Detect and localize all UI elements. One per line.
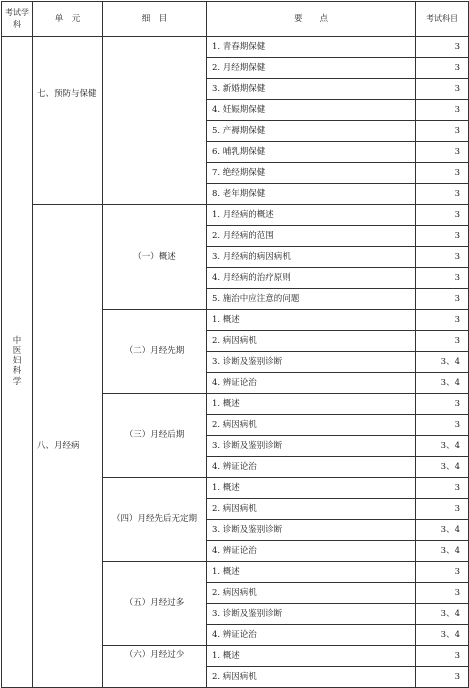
point-cell: 2. 病因病机 [207,415,416,436]
header-unit: 单 元 [33,2,103,37]
unit-label: 七、预防与保健 [37,89,97,99]
item-cell [103,310,207,394]
header-item: 细 目 [103,2,207,37]
level-cell: 3、4 [416,625,469,646]
level-cell: 3 [416,289,469,310]
point-cell: 2. 病因病机 [207,667,416,688]
point-cell: 4. 辨证论治 [207,625,416,646]
level-cell: 3 [416,562,469,583]
header-point: 要 点 [207,2,416,37]
point-cell: 3. 诊断及鉴别诊断 [207,604,416,625]
level-cell: 3 [416,58,469,79]
unit-cell [33,37,103,205]
point-cell: 8. 老年期保健 [207,184,416,205]
table-body [2,37,469,688]
table-row [2,205,469,226]
point-cell: 5. 施治中应注意的问题 [207,289,416,310]
subject-label: 中医妇科学 [12,335,22,387]
level-cell: 3 [416,247,469,268]
level-cell: 3 [416,478,469,499]
level-cell: 3 [416,100,469,121]
level-cell: 3 [416,142,469,163]
point-cell: 1. 概述 [207,562,416,583]
point-cell: 4. 月经病的治疗原则 [207,268,416,289]
point-cell: 4. 辨证论治 [207,541,416,562]
level-cell: 3、4 [416,457,469,478]
point-cell: 7. 绝经期保健 [207,163,416,184]
point-cell: 1. 青春期保健 [207,37,416,58]
level-cell: 3 [416,499,469,520]
unit-label: 八、月经病 [37,440,80,451]
point-cell: 3. 新婚期保健 [207,79,416,100]
level-cell: 3 [416,331,469,352]
item-label: （六）月经过少 [124,650,185,660]
item-cell [103,205,207,310]
level-cell: 3 [416,163,469,184]
level-cell: 3 [416,268,469,289]
point-cell: 4. 辨证论治 [207,457,416,478]
item-cell [103,646,207,688]
point-cell: 3. 诊断及鉴别诊断 [207,520,416,541]
unit-cell [33,205,103,688]
item-label: （五）月经过多 [124,598,185,609]
point-cell: 2. 病因病机 [207,331,416,352]
header-level: 考试科目 [416,2,469,37]
point-cell: 4. 妊娠期保健 [207,100,416,121]
point-cell: 2. 病因病机 [207,583,416,604]
level-cell: 3、4 [416,352,469,373]
exam-outline-table [1,1,469,688]
level-cell: 3 [416,121,469,142]
table-row [2,37,469,58]
level-cell: 3 [416,646,469,667]
point-cell: 3. 月经病的病因病机 [207,247,416,268]
level-cell: 3 [416,205,469,226]
point-cell: 3. 诊断及鉴别诊断 [207,436,416,457]
point-cell: 4. 辨证论治 [207,373,416,394]
point-cell: 6. 哺乳期保健 [207,142,416,163]
point-cell: 5. 产褥期保健 [207,121,416,142]
point-cell: 3. 诊断及鉴别诊断 [207,352,416,373]
point-cell: 2. 月经病的范围 [207,226,416,247]
item-cell [103,478,207,562]
header-subject: 考试学科 [2,2,33,37]
level-cell: 3、4 [416,541,469,562]
level-cell: 3 [416,310,469,331]
level-cell: 3、4 [416,436,469,457]
point-cell: 1. 概述 [207,478,416,499]
item-cell [103,562,207,646]
level-cell: 3 [416,667,469,688]
exam-outline-sheet [1,1,468,688]
level-cell: 3 [416,184,469,205]
level-cell: 3 [416,583,469,604]
level-cell: 3、4 [416,604,469,625]
point-cell: 2. 月经期保健 [207,58,416,79]
level-cell: 3 [416,37,469,58]
point-cell: 2. 病因病机 [207,499,416,520]
table-header-row [2,2,469,37]
item-cell [103,394,207,478]
level-cell: 3 [416,79,469,100]
level-cell: 3 [416,415,469,436]
level-cell: 3 [416,226,469,247]
item-label: （一）概述 [133,251,176,262]
point-cell: 1. 概述 [207,394,416,415]
subject-cell [2,37,33,688]
level-cell: 3 [416,394,469,415]
item-label: （四）月经先后无定期 [111,514,197,525]
level-cell: 3、4 [416,373,469,394]
item-label: （二）月经先期 [124,346,185,357]
item-label: （三）月经后期 [124,430,185,441]
level-cell: 3、4 [416,520,469,541]
point-cell: 1. 月经病的概述 [207,205,416,226]
point-cell: 1. 概述 [207,646,416,667]
point-cell: 1. 概述 [207,310,416,331]
item-cell [103,37,207,205]
